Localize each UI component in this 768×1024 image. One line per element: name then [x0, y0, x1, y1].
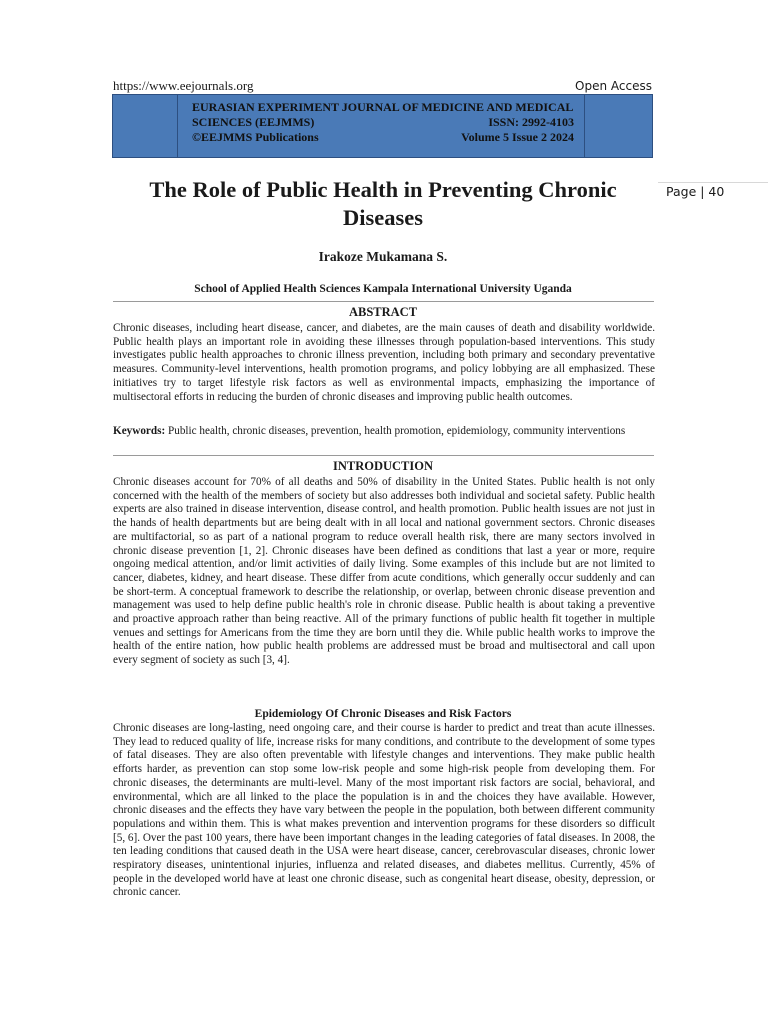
page-number-rule	[658, 182, 768, 183]
running-header	[113, 79, 652, 93]
journal-name-line2: SCIENCES (EEJMMS)	[192, 115, 315, 129]
divider	[113, 301, 654, 302]
divider	[113, 455, 654, 456]
article-title: The Role of Public Health in Preventing Chronic Diseases	[149, 177, 617, 230]
affiliation: School of Applied Health Sciences Kampala International University Uganda	[194, 283, 572, 295]
keywords-label: Keywords:	[113, 425, 166, 437]
keywords-text: Public health, chronic diseases, prevention, health promotion, epidemiology, community interventions	[165, 425, 626, 437]
journal-info-box	[177, 95, 585, 157]
introduction-text: Chronic diseases account for 70% of all deaths and 50% of disability in the United States. Public health is not only concerned with the health of the members of society but also addresses both individual and societal safety. Public health experts are also trained in disease intervention, disease control, and health promotion. Public health issues are not just in the hands of health departments but are being dealt with in all local and national government sectors. Chronic diseases are multifactorial, so as part of a national program to reduce overall health risk, there are many sectors involved in chronic disease prevention [1, 2]. Chronic diseases have been defined as conditions that last a year or more, require ongoing medical attention, and/or limit activities of daily living. Some examples of this include but are not limited to cancer, diabetes, kidney, and heart disease. These differ from acute conditions, which generally occur suddenly and can be short-term. A conceptual framework to describe the relationship, or overlap, between chronic disease prevention and management was used to help define public health's role in chronic disease. Public health is about taking a preventive and proactive approach rather than being reactive. All of the primary functions of public health fit together in multiple venues and settings for Americans from the time they are born until they die. While public health works to improve the health of the entire nation, how public health problems are addressed must be broad and multisectoral and call upon every segment of society as such [3, 4].	[113, 476, 655, 667]
page-number: Page | 40	[666, 184, 725, 199]
epidemiology-text: Chronic diseases are long-lasting, need ongoing care, and their course is harder to predict and treat than acute illnesses. They lead to reduced quality of life, increase risks for many conditions, and contribute to the development of some types of fatal diseases. They are also often preventable with lifestyle changes and interventions. They make public health efforts harder, as prevention can stop some low-risk people and some high-risk people from developing them. For chronic diseases, the determinants are multi-level. Many of the most important risk factors are social, behavioral, and environmental, which are all linked to the place the population is in and the choices they have available. However, chronic diseases and the effects they have vary between the people in the population, both between different community populations and within them. This is what makes prevention and intervention programs for these disorders so difficult [5, 6]. Over the past 100 years, there have been important changes in the leading categories of fatal diseases. In 2008, the ten leading conditions that caused death in the USA were heart disease, cancer, cerebrovascular diseases, chronic lower respiratory diseases, unintentional injuries, influenza and related diseases, and diabetes mellitus. Currently, 45% of people in the developed world have at least one chronic disease, such as congenital heart disease, obesity, depression, or chronic cancer.	[113, 722, 655, 899]
author: Irakoze Mukamana S.	[318, 249, 448, 264]
abstract-text: Chronic diseases, including heart disease, cancer, and diabetes, are the main causes of death and disability worldwide. Public health plays an important role in avoiding these illnesses through population-based interventions. This study investigates public health approaches to chronic illness prevention, including both primary and secondary preventative measures. Community-level interventions, health promotion programs, and policy lobbying are all emphasized. These initiatives try to target lifestyle risk factors as well as environmental impacts, emphasizing the importance of multisectoral efforts in reducing the burden of chronic diseases and improving public health outcomes.	[113, 322, 655, 403]
abstract-heading: ABSTRACT	[348, 305, 418, 319]
volume-issue: Volume 5 Issue 2 2024	[461, 130, 574, 144]
publisher: ©EEJMMS Publications	[192, 130, 319, 144]
journal-url[interactable]: https://www.eejournals.org	[113, 78, 254, 93]
epidemiology-heading: Epidemiology Of Chronic Diseases and Risk Factors	[254, 708, 512, 720]
issn: ISSN: 2992-4103	[488, 115, 574, 129]
journal-name-line1: EURASIAN EXPERIMENT JOURNAL OF MEDICINE AND MEDICAL	[192, 100, 574, 114]
introduction-heading: INTRODUCTION	[332, 459, 433, 473]
journal-banner	[112, 94, 653, 158]
open-access-label: Open Access	[575, 79, 652, 93]
keywords	[113, 425, 655, 439]
